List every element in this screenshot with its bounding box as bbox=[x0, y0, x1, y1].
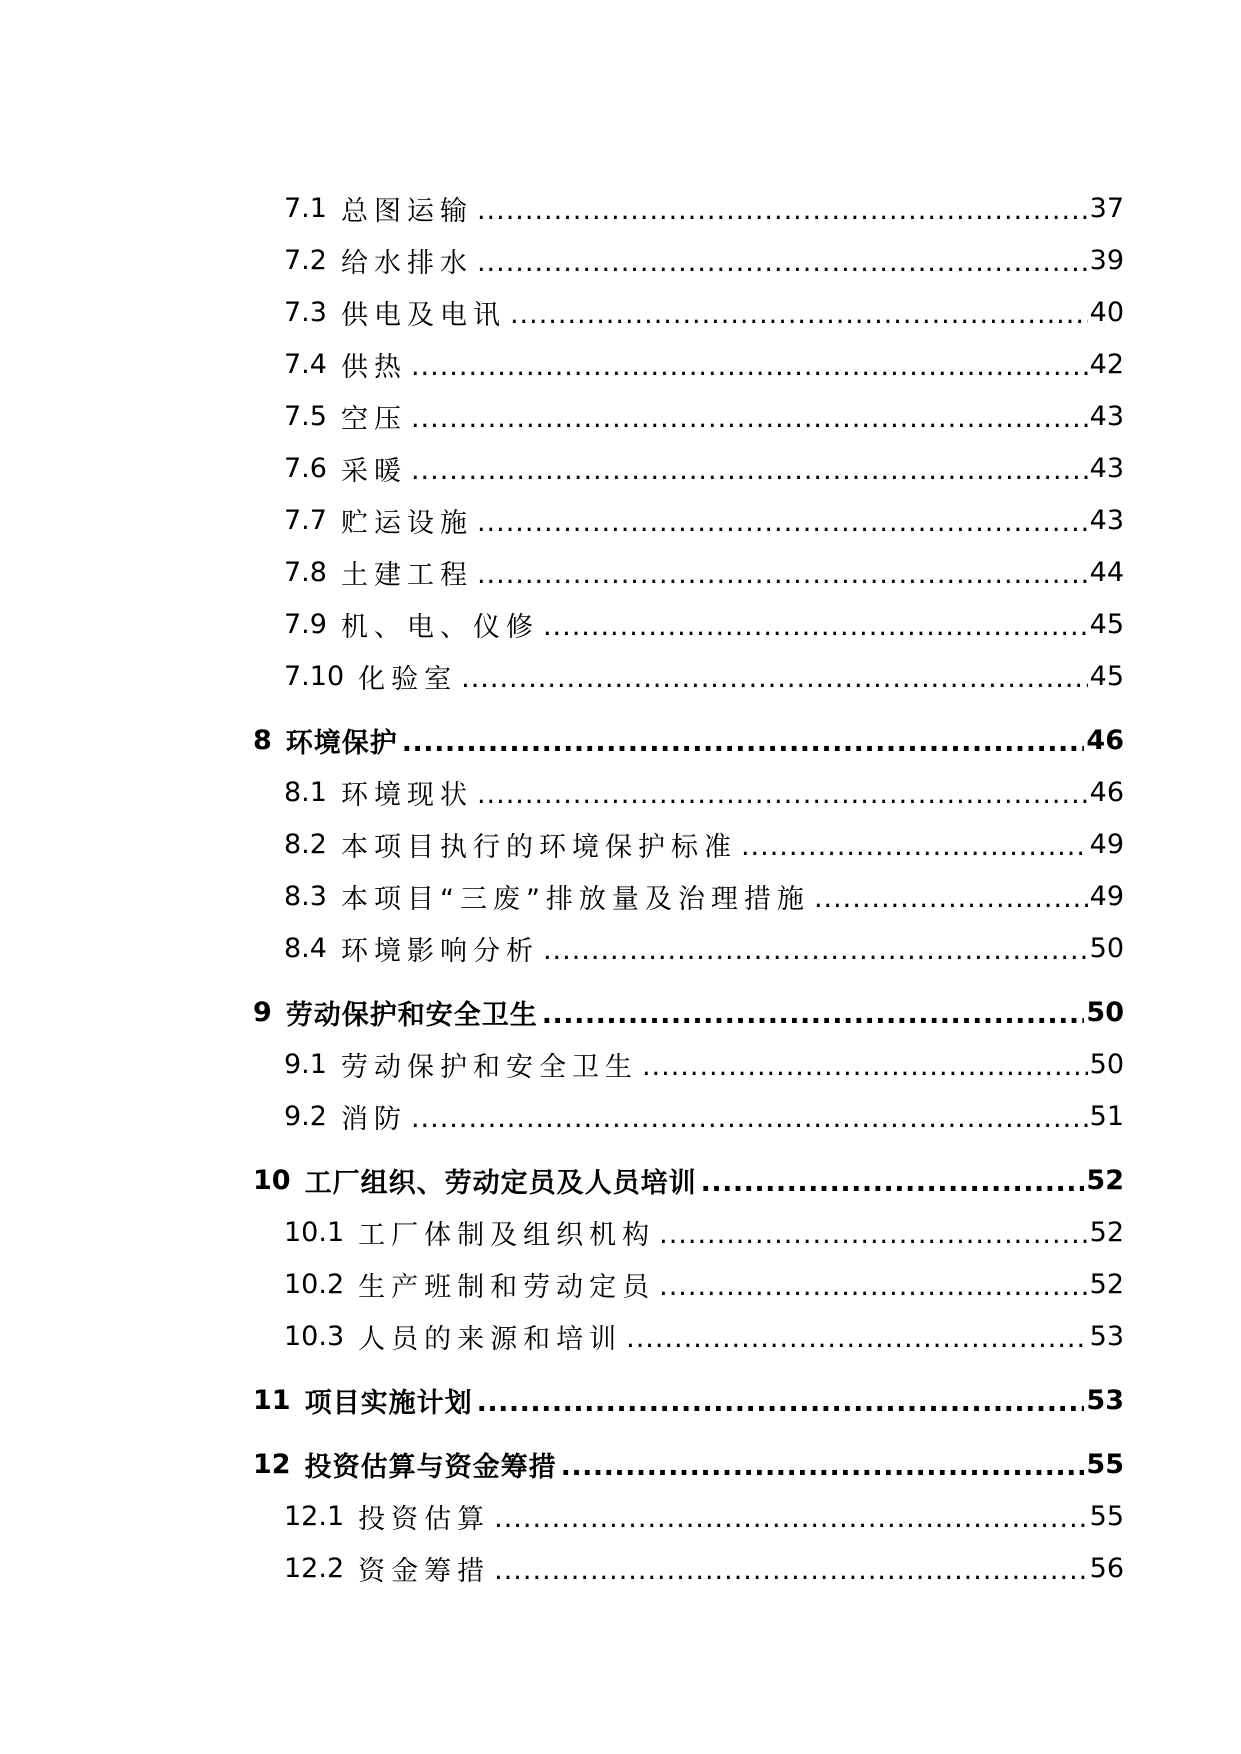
toc-entry-title: 贮运设施 bbox=[340, 507, 473, 539]
toc-entry-number: 8.1 bbox=[284, 776, 327, 808]
toc-entry-page-number: 53 bbox=[1089, 1320, 1124, 1352]
toc-entry-title: 环境现状 bbox=[340, 779, 473, 811]
toc-entry-title: 项目实施计划 bbox=[304, 1387, 473, 1419]
toc-entry-page-number: 52 bbox=[1086, 1164, 1124, 1196]
toc-dot-leader bbox=[543, 611, 1088, 641]
toc-entry-title: 给水排水 bbox=[340, 247, 473, 279]
toc-section-entry[interactable] bbox=[284, 874, 1124, 918]
toc-section-entry[interactable] bbox=[284, 654, 1124, 698]
toc-dot-leader bbox=[494, 1555, 1088, 1585]
toc-entry-number: 8 bbox=[253, 724, 272, 756]
toc-entry-page-number: 49 bbox=[1089, 880, 1124, 912]
toc-section-entry[interactable] bbox=[284, 1042, 1124, 1086]
toc-dot-leader bbox=[659, 1271, 1088, 1301]
toc-dot-leader bbox=[477, 1387, 1085, 1417]
toc-entry-title: 环境保护 bbox=[285, 727, 398, 759]
toc-entry-number: 7.7 bbox=[284, 504, 327, 536]
toc-dot-leader bbox=[477, 559, 1088, 589]
toc-dot-leader bbox=[461, 663, 1088, 693]
toc-dot-leader bbox=[542, 999, 1085, 1029]
toc-entry-page-number: 55 bbox=[1089, 1500, 1124, 1532]
toc-dot-leader bbox=[626, 1323, 1088, 1353]
toc-chapter-entry[interactable] bbox=[253, 718, 1124, 762]
toc-entry-number: 11 bbox=[253, 1384, 291, 1416]
toc-entry-title: 工厂体制及组织机构 bbox=[358, 1219, 656, 1251]
toc-section-entry[interactable] bbox=[284, 186, 1124, 230]
toc-entry-number: 10 bbox=[253, 1164, 291, 1196]
toc-entry-number: 7.2 bbox=[284, 244, 327, 276]
toc-entry-title: 资金筹措 bbox=[358, 1555, 491, 1587]
toc-section-entry[interactable] bbox=[284, 1494, 1124, 1538]
toc-entry-number: 7.10 bbox=[284, 660, 345, 692]
toc-entry-page-number: 37 bbox=[1089, 192, 1124, 224]
toc-entry-number: 10.3 bbox=[284, 1320, 345, 1352]
toc-entry-page-number: 43 bbox=[1089, 400, 1124, 432]
toc-chapter-entry[interactable] bbox=[253, 1378, 1124, 1422]
toc-entry-page-number: 46 bbox=[1089, 776, 1124, 808]
toc-dot-leader bbox=[642, 1051, 1088, 1081]
toc-dot-leader bbox=[477, 195, 1088, 225]
toc-entry-title: 供电及电讯 bbox=[340, 299, 506, 331]
toc-entry-page-number: 53 bbox=[1086, 1384, 1124, 1416]
toc-entry-title: 劳动保护和安全卫生 bbox=[340, 1051, 638, 1083]
toc-entry-number: 10.2 bbox=[284, 1268, 345, 1300]
toc-section-entry[interactable] bbox=[284, 342, 1124, 386]
toc-entry-title: 投资估算与资金筹措 bbox=[304, 1451, 557, 1483]
toc-dot-leader bbox=[402, 727, 1085, 757]
toc-entry-page-number: 50 bbox=[1089, 1048, 1124, 1080]
toc-entry-number: 7.5 bbox=[284, 400, 327, 432]
toc-dot-leader bbox=[477, 247, 1088, 277]
toc-entry-number: 7.9 bbox=[284, 608, 327, 640]
toc-section-entry[interactable] bbox=[284, 602, 1124, 646]
toc-entry-page-number: 39 bbox=[1089, 244, 1124, 276]
toc-dot-leader bbox=[494, 1503, 1088, 1533]
toc-entry-page-number: 50 bbox=[1089, 932, 1124, 964]
toc-entry-title: 本项目“三废”排放量及治理措施 bbox=[340, 883, 810, 915]
toc-entry-page-number: 50 bbox=[1086, 996, 1124, 1028]
toc-entry-title: 环境影响分析 bbox=[340, 935, 539, 967]
toc-entry-number: 9 bbox=[253, 996, 272, 1028]
toc-dot-leader bbox=[477, 507, 1088, 537]
toc-dot-leader bbox=[411, 455, 1088, 485]
toc-entry-number: 7.8 bbox=[284, 556, 327, 588]
toc-entry-title: 消防 bbox=[340, 1103, 407, 1135]
toc-entry-page-number: 42 bbox=[1089, 348, 1124, 380]
toc-section-entry[interactable] bbox=[284, 1314, 1124, 1358]
toc-section-entry[interactable] bbox=[284, 550, 1124, 594]
toc-dot-leader bbox=[814, 883, 1088, 913]
toc-dot-leader bbox=[411, 403, 1088, 433]
toc-dot-leader bbox=[411, 351, 1088, 381]
toc-section-entry[interactable] bbox=[284, 446, 1124, 490]
toc-entry-title: 劳动保护和安全卫生 bbox=[285, 999, 538, 1031]
toc-entry-page-number: 52 bbox=[1089, 1216, 1124, 1248]
toc-dot-leader bbox=[701, 1167, 1085, 1197]
toc-entry-title: 机、电、仪修 bbox=[340, 611, 539, 643]
toc-dot-leader bbox=[659, 1219, 1088, 1249]
toc-entry-number: 8.4 bbox=[284, 932, 327, 964]
toc-entry-page-number: 45 bbox=[1089, 660, 1124, 692]
toc-entry-page-number: 56 bbox=[1089, 1552, 1124, 1584]
toc-dot-leader bbox=[411, 1103, 1088, 1133]
toc-entry-title: 供热 bbox=[340, 351, 407, 383]
toc-entry-page-number: 51 bbox=[1089, 1100, 1124, 1132]
toc-entry-title: 本项目执行的环境保护标准 bbox=[340, 831, 737, 863]
toc-entry-number: 7.1 bbox=[284, 192, 327, 224]
toc-entry-title: 土建工程 bbox=[340, 559, 473, 591]
toc-entry-number: 9.2 bbox=[284, 1100, 327, 1132]
toc-section-entry[interactable] bbox=[284, 498, 1124, 542]
toc-chapter-entry[interactable] bbox=[253, 1442, 1124, 1486]
toc-dot-leader bbox=[510, 299, 1088, 329]
toc-entry-number: 7.4 bbox=[284, 348, 327, 380]
toc-section-entry[interactable] bbox=[284, 1262, 1124, 1306]
toc-section-entry[interactable] bbox=[284, 1546, 1124, 1590]
toc-entry-number: 12 bbox=[253, 1448, 291, 1480]
toc-chapter-entry[interactable] bbox=[253, 1158, 1124, 1202]
toc-entry-page-number: 45 bbox=[1089, 608, 1124, 640]
toc-dot-leader bbox=[741, 831, 1088, 861]
toc-entry-number: 9.1 bbox=[284, 1048, 327, 1080]
toc-entry-title: 化验室 bbox=[358, 663, 458, 695]
toc-entry-page-number: 44 bbox=[1089, 556, 1124, 588]
toc-dot-leader bbox=[561, 1451, 1085, 1481]
toc-section-entry[interactable] bbox=[284, 1094, 1124, 1138]
toc-section-entry[interactable] bbox=[284, 394, 1124, 438]
toc-dot-leader bbox=[543, 935, 1088, 965]
toc-entry-number: 12.1 bbox=[284, 1500, 345, 1532]
toc-entry-title: 生产班制和劳动定员 bbox=[358, 1271, 656, 1303]
toc-entry-number: 10.1 bbox=[284, 1216, 345, 1248]
toc-entry-title: 工厂组织、劳动定员及人员培训 bbox=[304, 1167, 697, 1199]
toc-entry-title: 总图运输 bbox=[340, 195, 473, 227]
toc-section-entry[interactable] bbox=[284, 822, 1124, 866]
toc-entry-number: 7.6 bbox=[284, 452, 327, 484]
toc-dot-leader bbox=[477, 779, 1088, 809]
toc-entry-page-number: 55 bbox=[1086, 1448, 1124, 1480]
toc-entry-number: 8.2 bbox=[284, 828, 327, 860]
toc-entry-number: 7.3 bbox=[284, 296, 327, 328]
toc-section-entry[interactable] bbox=[284, 1210, 1124, 1254]
toc-chapter-entry[interactable] bbox=[253, 990, 1124, 1034]
toc-entry-page-number: 52 bbox=[1089, 1268, 1124, 1300]
toc-section-entry[interactable] bbox=[284, 770, 1124, 814]
toc-entry-title: 空压 bbox=[340, 403, 407, 435]
toc-section-entry[interactable] bbox=[284, 238, 1124, 282]
toc-entry-title: 投资估算 bbox=[358, 1503, 491, 1535]
toc-entry-page-number: 40 bbox=[1089, 296, 1124, 328]
toc-section-entry[interactable] bbox=[284, 926, 1124, 970]
toc-entry-page-number: 43 bbox=[1089, 452, 1124, 484]
toc-entry-number: 12.2 bbox=[284, 1552, 345, 1584]
toc-entry-number: 8.3 bbox=[284, 880, 327, 912]
toc-entry-page-number: 49 bbox=[1089, 828, 1124, 860]
toc-entry-title: 采暖 bbox=[340, 455, 407, 487]
toc-entry-page-number: 46 bbox=[1086, 724, 1124, 756]
toc-section-entry[interactable] bbox=[284, 290, 1124, 334]
toc-entry-page-number: 43 bbox=[1089, 504, 1124, 536]
toc-entry-title: 人员的来源和培训 bbox=[358, 1323, 623, 1355]
